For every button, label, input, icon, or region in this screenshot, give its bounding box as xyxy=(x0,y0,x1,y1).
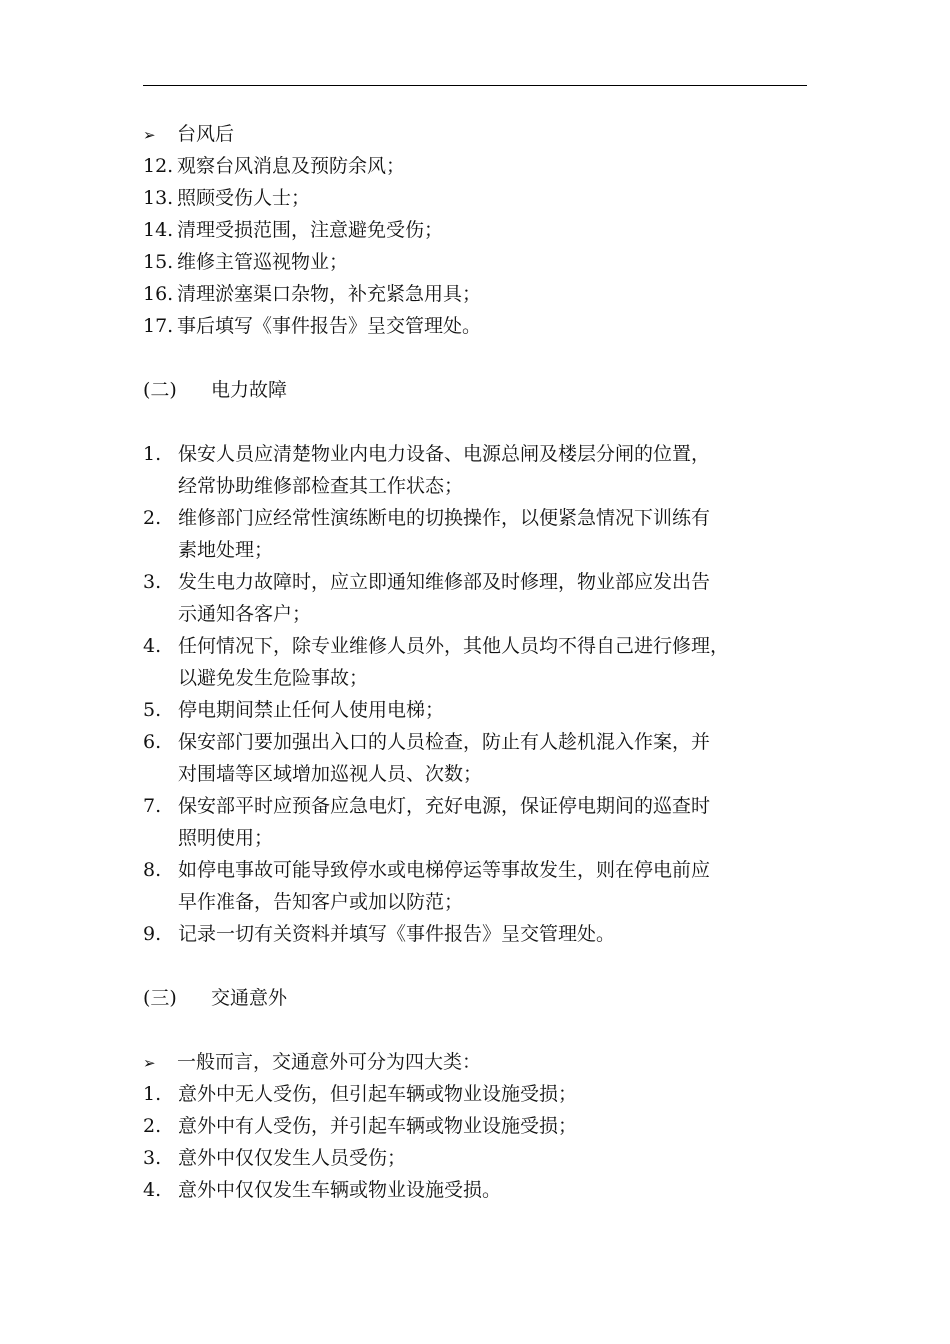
list-item: 6. 保安部门要加强出入口的人员检查，防止有人趁机混入作案，并 对围墙等区域增加巡视人员、次数； xyxy=(143,731,711,785)
list-item: 15. 维修主管巡视物业； xyxy=(143,251,349,273)
list-item: 9. 记录一切有关资料并填写《事件报告》呈交管理处。 xyxy=(143,923,616,945)
list-item: 3. 发生电力故障时，应立即通知维修部及时修理，物业部应发出告 示通知各客户； xyxy=(143,571,711,625)
list-item: 4. 任何情况下，除专业维修人员外，其他人员均不得自己进行修理， 以避免发生危险事故； xyxy=(143,635,730,689)
list-item: 5. 停电期间禁止任何人使用电梯； xyxy=(143,699,445,721)
list-item: 12. 观察台风消息及预防余风； xyxy=(143,155,406,177)
list-item: 1. 保安人员应清楚物业内电力设备、电源总闸及楼层分闸的位置， 经常协助维修部检查其工作状态； xyxy=(143,443,711,497)
section-title: 交通意外 xyxy=(211,987,288,1009)
section-number: (三) xyxy=(143,987,177,1009)
list-item: 14. 清理受损范围，注意避免受伤； xyxy=(143,219,444,241)
traffic-bullet xyxy=(143,1046,823,1078)
typhoon-after-bullet xyxy=(143,118,823,150)
list-item: 8. 如停电事故可能导致停水或电梯停运等事故发生，则在停电前应 早作准备，告知客户或加以防范； xyxy=(143,859,711,913)
list-item: 2. 意外中有人受伤，并引起车辆或物业设施受损； xyxy=(143,1115,578,1137)
list-item: 4. 意外中仅仅发生车辆或物业设施受损。 xyxy=(143,1179,502,1201)
arrow-bullet-icon: ➢ xyxy=(143,126,156,144)
list-item: 7. 保安部平时应预备应急电灯，充好电源，保证停电期间的巡查时 照明使用； xyxy=(143,795,711,849)
section-heading-traffic xyxy=(143,982,823,1014)
header-rule xyxy=(143,85,807,86)
list-item: 2. 维修部门应经常性演练断电的切换操作，以便紧急情况下训练有 素地处理； xyxy=(143,507,711,561)
list-item: 17. 事后填写《事件报告》呈交管理处。 xyxy=(143,315,482,337)
section-title: 电力故障 xyxy=(211,379,288,401)
list-item: 3. 意外中仅仅发生人员受伤； xyxy=(143,1147,407,1169)
list-item: 13. 照顾受伤人士； xyxy=(143,187,311,209)
section-number: (二) xyxy=(143,379,177,401)
bullet-text: 一般而言，交通意外可分为四大类： xyxy=(177,1051,482,1073)
list-item: 16. 清理淤塞渠口杂物，补充紧急用具； xyxy=(143,283,482,305)
list-item: 1. 意外中无人受伤，但引起车辆或物业设施受损； xyxy=(143,1083,578,1105)
bullet-text: 台风后 xyxy=(177,123,235,145)
arrow-bullet-icon: ➢ xyxy=(143,1054,156,1072)
document-page xyxy=(143,118,823,1206)
section-heading-power xyxy=(143,374,823,406)
